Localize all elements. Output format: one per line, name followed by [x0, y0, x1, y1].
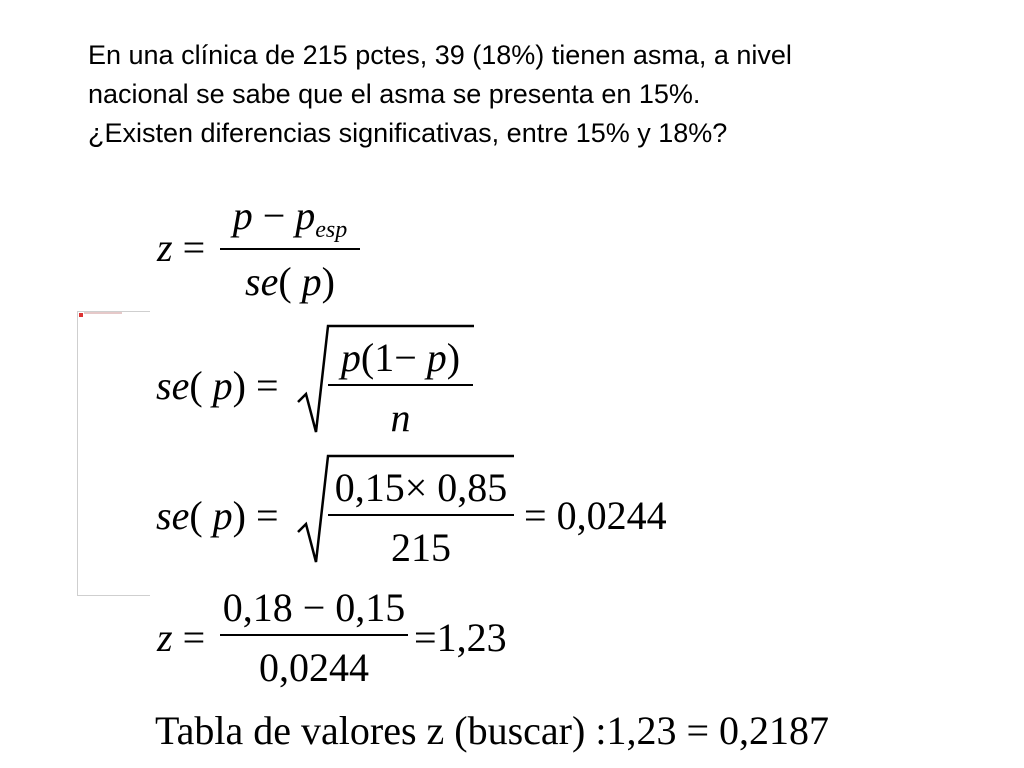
- formula-z-numerator: $p - p_{esp}$: [232, 193, 348, 243]
- formula-se-denominator: n: [390, 395, 411, 440]
- formula-z-fraction: [220, 193, 360, 304]
- formula-z-calc-denominator: 0,0244: [259, 645, 369, 690]
- embedded-object-marker: [79, 313, 83, 317]
- formula-z-denominator: se( p): [245, 259, 335, 304]
- formula-se-fraction-bar: [328, 384, 473, 386]
- table-lookup-result: 0,2187: [719, 708, 829, 753]
- formula-se-numerator: p(1− p): [340, 335, 461, 380]
- formula-z-calc-fraction-bar: [220, 634, 408, 636]
- formula-z-calc-result: =1,23: [414, 615, 507, 660]
- formula-se-calc-denominator: 215: [391, 525, 451, 570]
- formula-z-calc-numerator: 0,18 − 0,15: [222, 585, 406, 630]
- problem-line-3: ¿Existen diferencias significativas, entre 15% y 18%?: [88, 118, 728, 148]
- formula-z-calc-lhs: z =: [157, 615, 206, 660]
- table-lookup-label: Tabla de valores z (buscar) :: [155, 708, 607, 753]
- problem-statement: [88, 36, 998, 153]
- embedded-object-caption: [84, 312, 122, 314]
- table-lookup-line: Tabla de valores z (buscar) :1,23 = 0,2187: [155, 708, 829, 753]
- formula-z-calc-fraction: [220, 585, 408, 690]
- formula-se-calc-fraction: [328, 465, 514, 570]
- formula-se-lhs: se( p) =: [156, 363, 279, 408]
- formula-z-lhs: z =: [157, 225, 206, 270]
- formula-z-fraction-bar: [220, 248, 360, 250]
- problem-line-2: nacional se sabe que el asma se presenta en 15%.: [88, 79, 701, 109]
- formula-se-fraction: [328, 335, 473, 440]
- formula-se-calc-fraction-bar: [328, 514, 514, 516]
- embedded-object-frame: [77, 311, 150, 596]
- problem-line-1: En una clínica de 215 pctes, 39 (18%) tienen asma, a nivel: [88, 40, 792, 70]
- formula-se-calc-result: = 0,0244: [524, 493, 667, 538]
- formula-se-calc-numerator: 0,15× 0,85: [334, 465, 508, 510]
- formula-se-calc-lhs: se( p) =: [156, 493, 279, 538]
- table-lookup-value: 1,23: [606, 708, 677, 753]
